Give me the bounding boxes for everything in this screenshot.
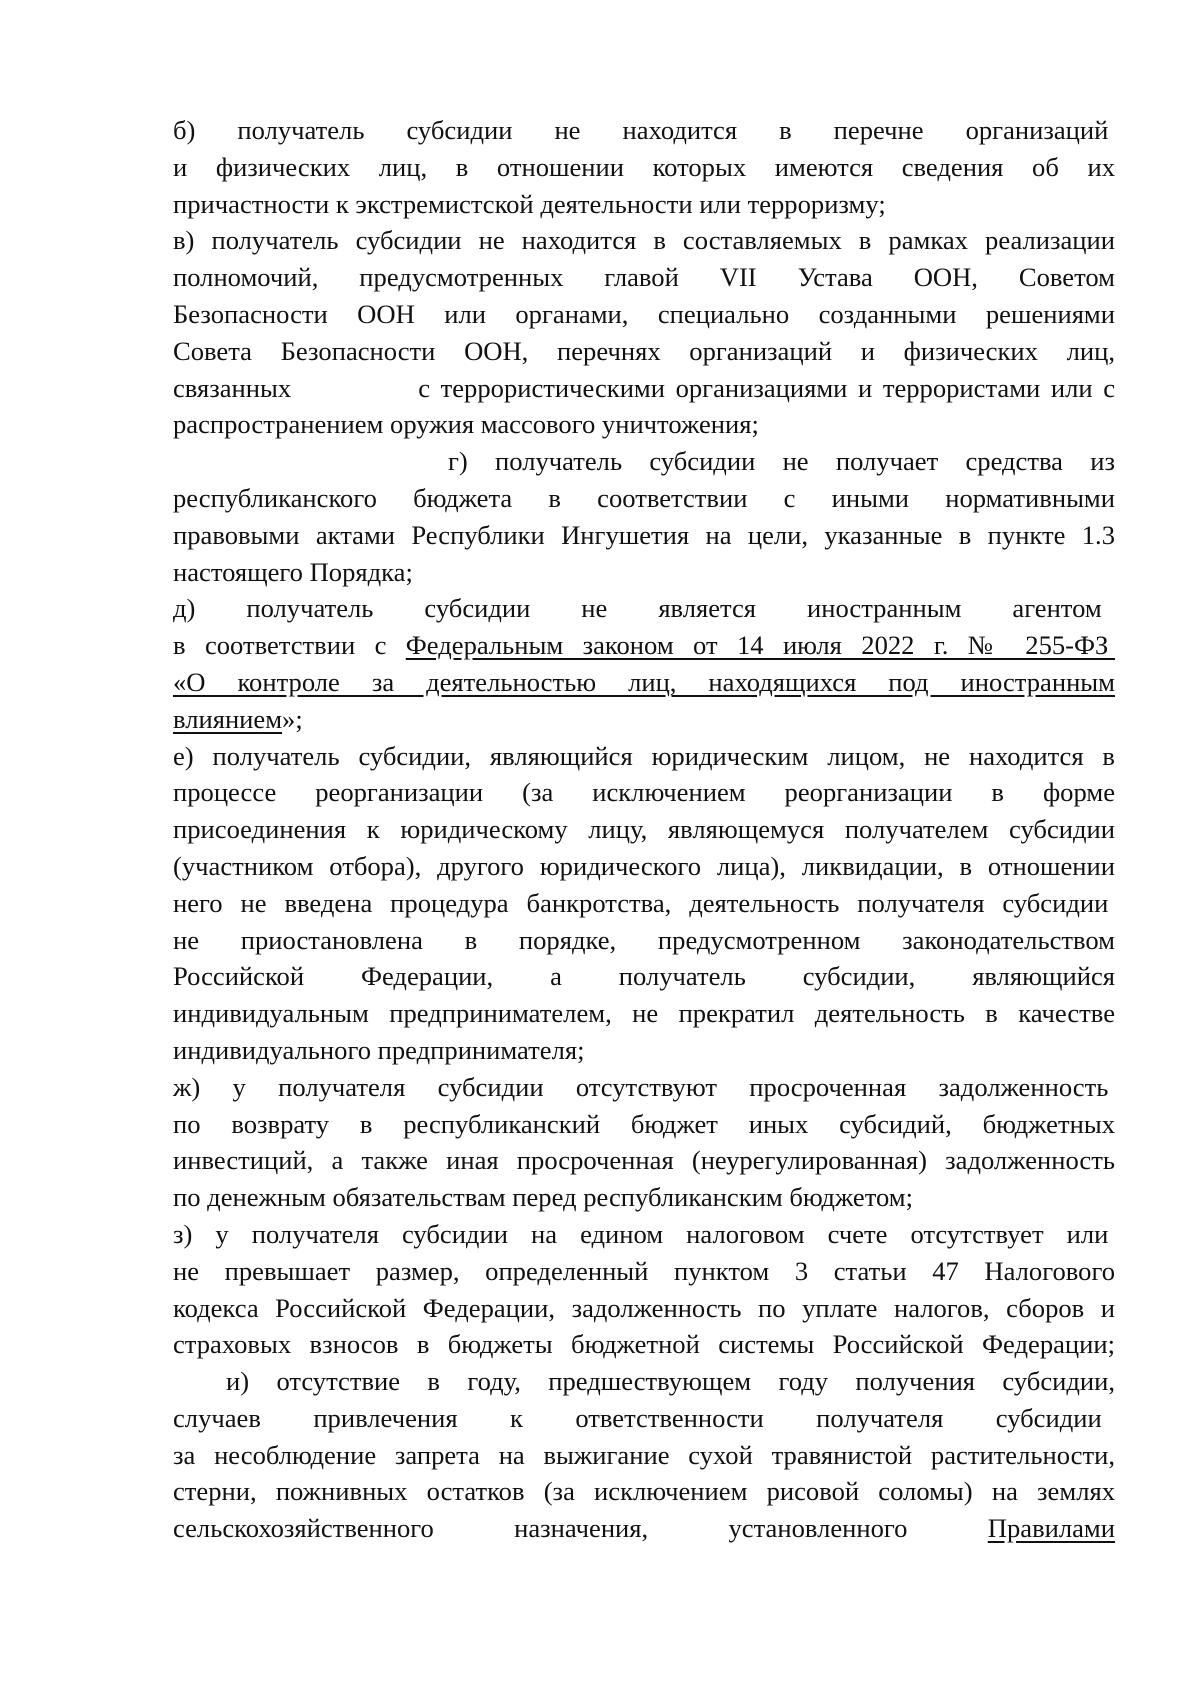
line-text: »; [282, 703, 303, 734]
legal-act-link[interactable]: Правилами [987, 1513, 1115, 1544]
text-line [173, 370, 1115, 407]
text-line [173, 590, 1115, 627]
text-line [173, 738, 1115, 775]
text-line [173, 774, 1115, 811]
text-line [173, 443, 1115, 480]
text-line [173, 480, 1115, 517]
line-text: него не введена процедура банкротства, деятельность получателя субсидии [173, 887, 1115, 918]
text-line [173, 149, 1115, 186]
line-text: индивидуальным предпринимателем, не прекратил деятельность в качестве [173, 998, 1115, 1029]
line-text: за несоблюдение запрета на выжигание сухой травянистой растительности, [173, 1439, 1115, 1470]
line-text: по денежным обязательствам перед республиканским бюджетом; [173, 1182, 914, 1213]
text-line [173, 1253, 1115, 1290]
line-text: не приостановлена в порядке, предусмотренном законодательством [173, 924, 1115, 955]
text-line [173, 296, 1115, 333]
text-line [173, 664, 1115, 701]
text-line [173, 1400, 1115, 1437]
line-text: полномочий, предусмотренных главой VII Устава ООН, Советом [173, 262, 1115, 293]
text-line [173, 885, 1115, 922]
line-text: и физических лиц, в отношении которых имеются сведения об их [173, 151, 1115, 182]
line-text: г) получатель субсидии не получает средства из [448, 446, 1115, 477]
text-line [173, 848, 1115, 885]
text-line [173, 333, 1115, 370]
line-text: страховых взносов в бюджеты бюджетной системы Российской Федерации; [173, 1329, 1115, 1360]
line-text: случаев привлечения к ответственности получателя субсидии [173, 1402, 1115, 1433]
legal-act-link[interactable]: «О контроле за деятельностью лиц, находящихся под иностранным [173, 666, 1115, 697]
text-line [173, 995, 1115, 1032]
line-text: Российской Федерации, а получатель субсидии, являющийся [173, 961, 1115, 992]
text-line [173, 112, 1115, 149]
line-text: настоящего Порядка; [173, 556, 413, 587]
text-line [173, 1032, 1115, 1069]
text-line [173, 958, 1115, 995]
line-text: правовыми актами Республики Ингушетия на цели, указанные в пункте 1.3 [173, 519, 1115, 550]
text-line [173, 554, 1115, 591]
text-line [173, 222, 1115, 259]
text-line [173, 186, 1115, 223]
legal-act-link[interactable]: влиянием [173, 703, 283, 734]
document-body [173, 112, 1115, 1547]
line-text: в соответствии с [173, 630, 406, 661]
line-text: по возврату в республиканский бюджет иных субсидий, бюджетных [173, 1108, 1115, 1139]
line-text: процессе реорганизации (за исключением реорганизации в форме [173, 777, 1115, 808]
line-text: причастности к экстремистской деятельности или терроризму; [173, 188, 886, 219]
text-line [173, 1473, 1115, 1510]
line-text: з) у получателя субсидии на едином налоговом счете отсутствует или [173, 1218, 1115, 1249]
line-text: связанных с террористическими организациями и террористами или с [173, 372, 1115, 403]
line-text: е) получатель субсидии, являющийся юридическим лицом, не находится в [173, 740, 1115, 771]
text-line [173, 259, 1115, 296]
legal-act-link[interactable]: Федеральным законом от 14 июля 2022 г. № 255-ФЗ [405, 630, 1115, 661]
line-text: в) получатель субсидии не находится в составляемых в рамках реализации [173, 225, 1115, 256]
line-text: сельскохозяйственного назначения, установленного [173, 1513, 988, 1544]
text-line [173, 627, 1115, 664]
line-text: б) получатель субсидии не находится в перечне организаций [173, 115, 1115, 145]
text-line [173, 1106, 1115, 1143]
text-line [173, 517, 1115, 554]
text-line [173, 701, 1115, 738]
line-text: стерни, пожнивных остатков (за исключением рисовой соломы) на землях [173, 1476, 1115, 1507]
text-line [173, 1510, 1115, 1547]
line-text: республиканского бюджета в соответствии с иными нормативными [173, 482, 1115, 513]
line-text: не превышает размер, определенный пунктом 3 статьи 47 Налогового [173, 1255, 1115, 1286]
line-text: ж) у получателя субсидии отсутствуют просроченная задолженность [173, 1071, 1115, 1102]
line-text: Безопасности ООН или органами, специально созданными решениями [173, 298, 1115, 329]
line-text: и) отсутствие в году, предшествующем году получения субсидии, [226, 1366, 1115, 1397]
text-line [173, 1179, 1115, 1216]
line-text: д) получатель субсидии не является иностранным агентом [173, 593, 1115, 624]
text-line [173, 811, 1115, 848]
text-line [173, 1363, 1115, 1400]
text-line [173, 1142, 1115, 1179]
text-line [173, 406, 1115, 443]
text-line [173, 1290, 1115, 1327]
line-text: кодекса Российской Федерации, задолженность по уплате налогов, сборов и [173, 1292, 1115, 1323]
line-text: распространением оружия массового уничтожения; [173, 409, 759, 440]
line-text: (участником отбора), другого юридического лица), ликвидации, в отношении [173, 850, 1115, 881]
line-text: индивидуального предпринимателя; [173, 1034, 585, 1065]
line-text: присоединения к юридическому лицу, являющемуся получателем субсидии [173, 814, 1115, 845]
line-text: Совета Безопасности ООН, перечнях организаций и физических лиц, [173, 335, 1115, 366]
text-line [173, 1326, 1115, 1363]
line-text: инвестиций, а также иная просроченная (неурегулированная) задолженность [173, 1145, 1115, 1176]
text-line [173, 1216, 1115, 1253]
text-line [173, 1069, 1115, 1106]
text-line [173, 922, 1115, 959]
text-line [173, 1437, 1115, 1474]
